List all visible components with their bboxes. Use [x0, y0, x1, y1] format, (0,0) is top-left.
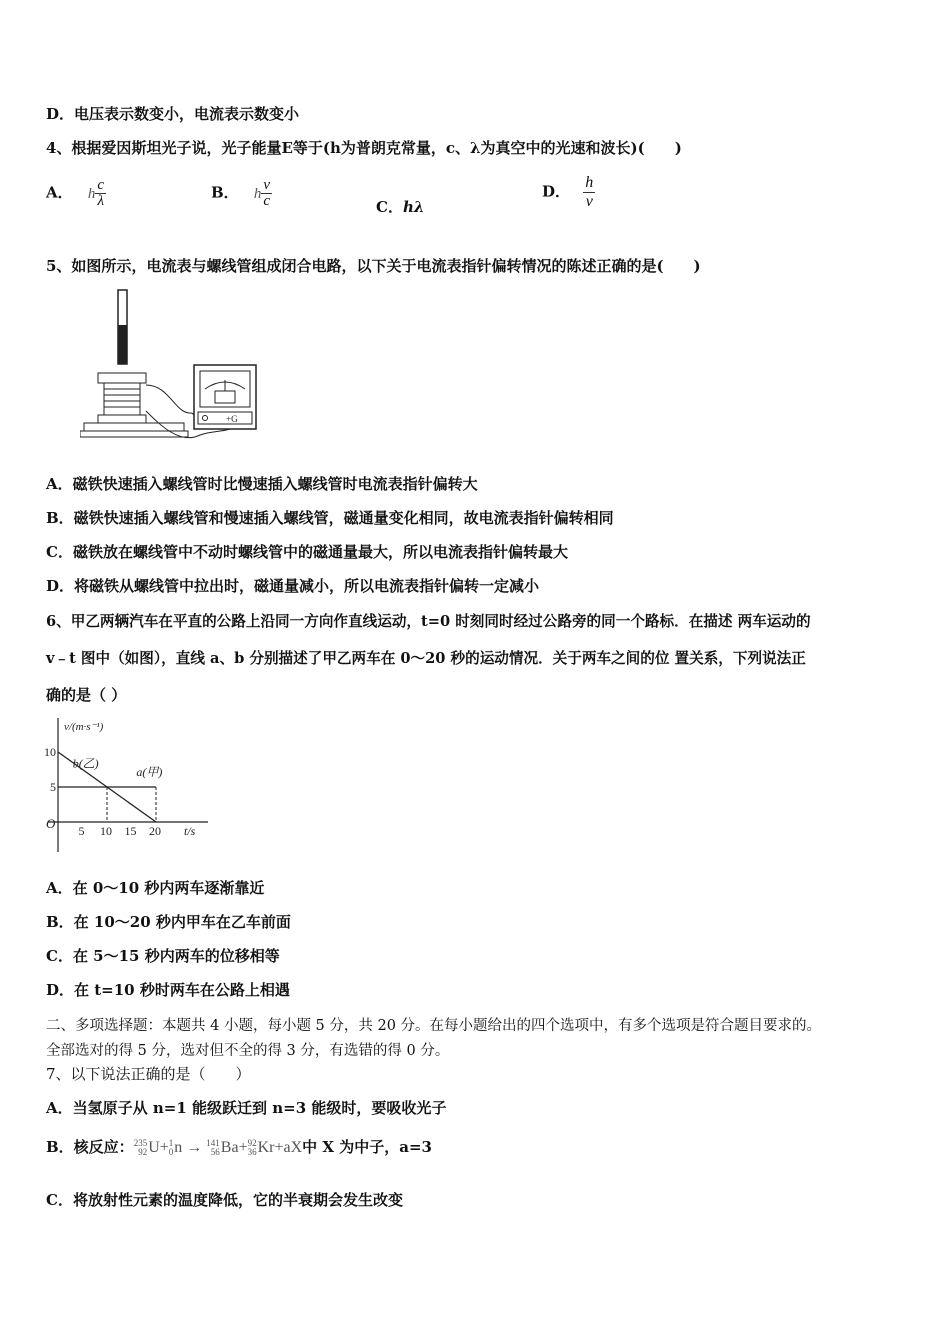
q4-option-c [376, 196, 424, 217]
q4-a-fraction [95, 178, 106, 209]
origin-label: O [46, 816, 56, 831]
q3-option-d: D．电压表示数变小，电流表示数变小 [46, 105, 300, 123]
q6-stem-line3: 确的是（ ） [46, 686, 127, 704]
q6-option-c: C．在 5～15 秒内两车的位移相等 [46, 947, 280, 965]
q4-b-den: c [263, 193, 271, 209]
q7-option-a: A．当氢原子从 n=1 能级跃迁到 n=3 能级时，要吸收光子 [46, 1099, 447, 1117]
q4-d-den: v [585, 193, 593, 210]
nuclear-reaction-equation [134, 1139, 302, 1156]
q4-b-fraction [261, 178, 272, 209]
series-b-label: b(乙) [72, 756, 99, 771]
series-a-label: a(甲) [136, 764, 163, 779]
kr-num: 36 [247, 1147, 257, 1158]
q7-option-b [46, 1136, 432, 1157]
q6-stem-line2: v﹣t 图中（如图），直线 a、b 分别描述了甲乙两车在 0～20 秒的运动情况．关于两车之间的位 置关系，下列说法正 [46, 650, 806, 667]
ba-symbol: Ba [220, 1139, 239, 1156]
kr-symbol: Kr [257, 1139, 275, 1156]
x-tick-label: 15 [124, 824, 137, 838]
q4-b-num: v [263, 177, 271, 193]
q6-option-a: A．在 0～10 秒内两车逐渐靠近 [46, 879, 265, 897]
u-num: 92 [138, 1147, 148, 1158]
q6-option-d: D．在 t=10 秒时两车在公路上相遇 [46, 981, 290, 999]
q4-a-num: c [97, 177, 105, 193]
plus-2: + [238, 1139, 248, 1156]
y-tick-label: 10 [44, 745, 56, 759]
q4-c-expr: hλ [402, 198, 425, 216]
q4-option-a [46, 178, 106, 209]
x-tick-label: 5 [78, 824, 85, 838]
q4-b-label: B． [211, 183, 239, 202]
u-symbol: U [148, 1139, 160, 1156]
x-tick-label: 10 [100, 824, 112, 838]
meter-label: +G [226, 414, 238, 424]
n-mass: 1 [168, 1138, 174, 1149]
q4-a-h: h [87, 185, 96, 202]
section2-line1: 二、多项选择题：本题共 4 小题，每小题 5 分，共 20 分。在每小题给出的四个选项中，有多个选项是符合题目要求的。 [46, 1018, 822, 1034]
q4-a-den: λ [97, 193, 104, 209]
n-symbol: n [174, 1139, 183, 1156]
ba-num: 56 [210, 1147, 220, 1158]
q5-option-d: D．将磁铁从螺线管中拉出时，磁通量减小，所以电流表指针偏转一定减小 [46, 577, 540, 595]
q4-option-d [542, 174, 595, 211]
u-mass: 235 [133, 1138, 148, 1149]
n-num: 0 [168, 1147, 174, 1158]
solenoid-circuit-figure [80, 285, 260, 460]
q5-stem: 5、如图所示，电流表与螺线管组成闭合电路，以下关于电流表指针偏转情况的陈述正确的是( ) [46, 257, 701, 275]
kr-mass: 92 [247, 1138, 257, 1149]
x-axis-label: t/s [184, 824, 196, 838]
vt-chart [42, 714, 212, 854]
q5-option-c: C．磁铁放在螺线管中不动时螺线管中的磁通量最大，所以电流表指针偏转最大 [46, 543, 568, 561]
q6-stem-line1: 6、甲乙两辆汽车在平直的公路上沿同一方向作直线运动，t=0 时刻同时经过公路旁的同一个路标．在描述 两车运动的 [46, 613, 811, 630]
q5-option-a: A．磁铁快速插入螺线管时比慢速插入螺线管时电流表指针偏转大 [46, 475, 478, 493]
q6-option-b: B．在 10～20 秒内甲车在乙车前面 [46, 913, 291, 931]
q7-b-label: B．核反应： [46, 1138, 134, 1156]
section2-line2: 全部选对的得 5 分，选对但不全的得 3 分，有选错的得 0 分。 [46, 1043, 450, 1059]
q7-stem: 7、以下说法正确的是（ ） [46, 1065, 251, 1083]
q4-stem: 4、根据爱因斯坦光子说，光子能量E等于(h为普朗克常量，c、λ为真空中的光速和波长)( ) [46, 139, 682, 157]
q7-option-c: C．将放射性元素的温度降低，它的半衰期会发生改变 [46, 1191, 403, 1209]
q4-option-b [211, 178, 272, 209]
reaction-arrow: → [186, 1139, 203, 1156]
q4-a-label: A． [46, 183, 73, 202]
q5-option-b: B．磁铁快速插入螺线管和慢速插入螺线管，磁通量变化相同，故电流表指针偏转相同 [46, 509, 614, 527]
q4-c-label: C． [376, 198, 403, 216]
q4-b-h: h [253, 185, 262, 202]
y-axis-label: v/(m·s⁻¹) [64, 721, 104, 733]
q4-d-fraction [583, 174, 595, 211]
q7-b-suffix: 中 X 为中子，a=3 [302, 1138, 432, 1156]
q4-d-label: D． [542, 182, 571, 201]
y-tick-label: 5 [50, 780, 56, 794]
ba-mass: 141 [206, 1138, 220, 1149]
q4-d-num: h [585, 174, 594, 191]
plus-1: + [159, 1139, 169, 1156]
reaction-tail: +aX [274, 1139, 303, 1156]
x-tick-label: 20 [149, 824, 161, 838]
